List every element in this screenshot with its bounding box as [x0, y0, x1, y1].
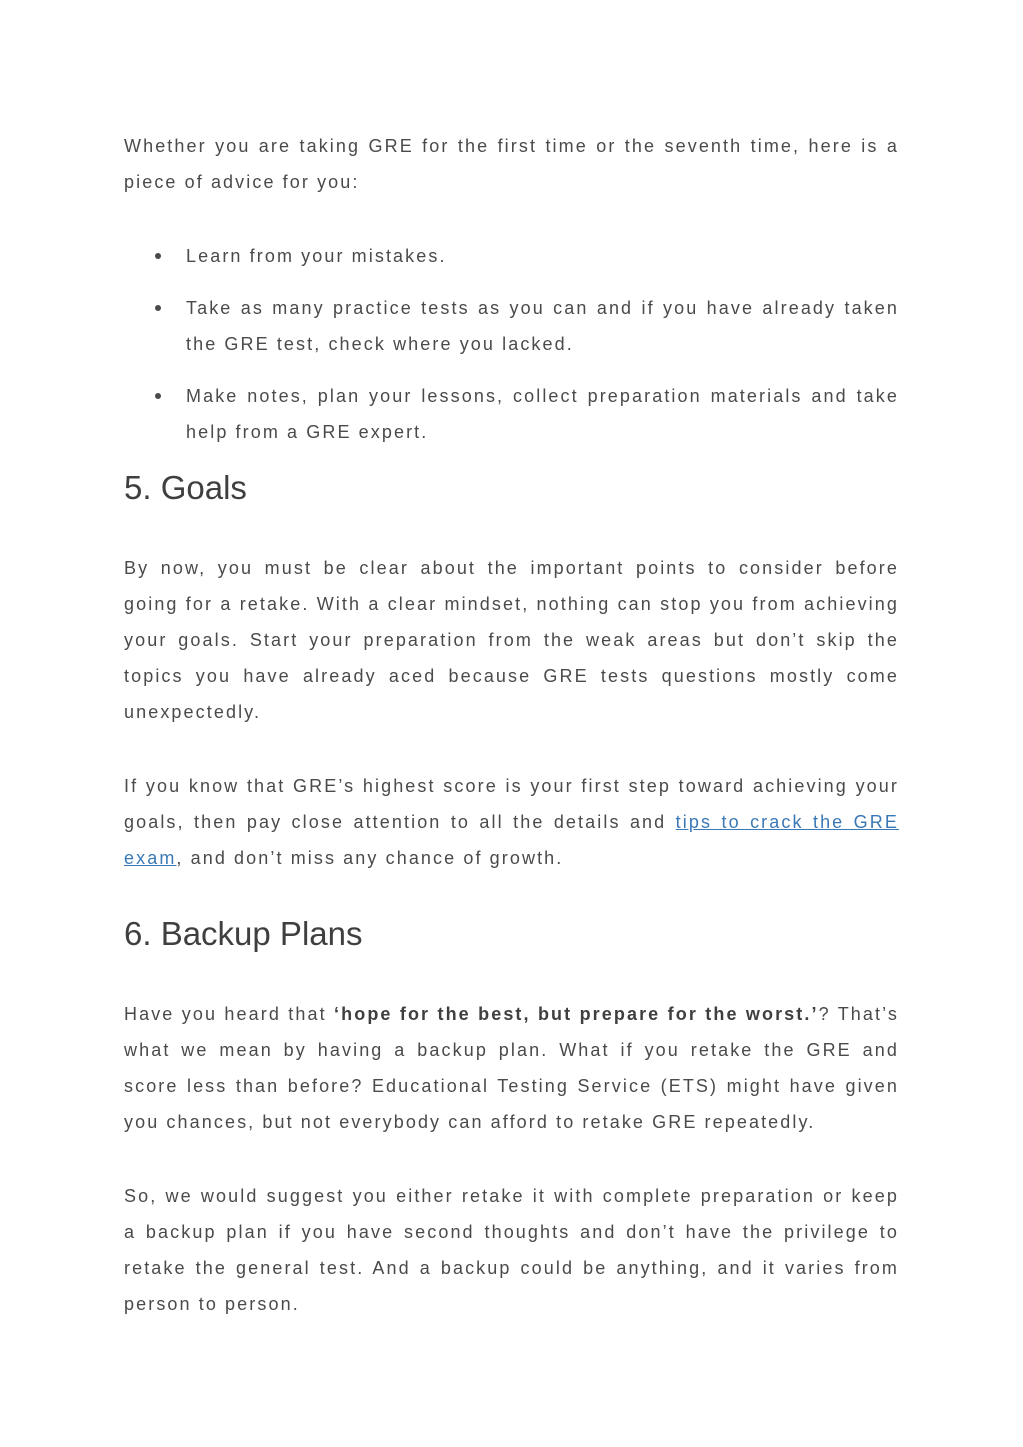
bullet-icon — [155, 393, 161, 399]
advice-list — [124, 238, 899, 450]
intro-paragraph: Whether you are taking GRE for the first time or the seventh time, here is a piece of advice for you: — [124, 136, 899, 192]
goals-paragraph-2 — [124, 768, 899, 876]
section-heading-backup-plans: 6. Backup Plans — [124, 915, 363, 952]
list-item — [124, 290, 899, 362]
tips-to-crack-gre-link[interactable]: tips to crack the GRE exam — [124, 812, 899, 868]
goals-paragraph-1: By now, you must be clear about the important points to consider before going for a retake. With a clear mindset, nothing can stop you from achieving your goals. Start your preparation from the weak areas but don’t skip the topics you have already aced because GRE tests questions mostly come unexpectedly. — [124, 558, 899, 722]
backup-paragraph-1-text-end: ? That’s what we mean by having a backup plan. What if you retake the GRE and score less than before? Educational Testing Service (ETS) might have given you chances, but not everybody can afford to retake GRE repeatedly. — [124, 1004, 899, 1132]
goals-paragraph-2-text-end: , and don’t miss any chance of growth. — [176, 848, 564, 868]
backup-paragraph-2: So, we would suggest you either retake it with complete preparation or keep a backup plan if you have second thoughts and don’t have the privilege to retake the general test. And a backup could be anything, and it varies from person to person. — [124, 1186, 899, 1314]
bullet-icon — [155, 253, 161, 259]
backup-paragraph-1 — [124, 996, 899, 1140]
list-item-text: Learn from your mistakes. — [186, 246, 447, 266]
bullet-icon — [155, 305, 161, 311]
list-item — [124, 378, 899, 450]
article-body — [124, 128, 899, 1322]
list-item-text: Make notes, plan your lessons, collect preparation materials and take help from a GRE expert. — [186, 386, 899, 442]
quote-bold-text: ‘hope for the best, but prepare for the worst.’ — [334, 1004, 819, 1024]
list-item-text: Take as many practice tests as you can and if you have already taken the GRE test, check where you lacked. — [186, 298, 899, 354]
goals-paragraph-2-text-start: If you know that GRE’s highest score is your first step toward achieving your goals, then pay close attention to all the details and — [124, 776, 899, 832]
list-item — [124, 238, 899, 274]
backup-paragraph-1-text-start: Have you heard that — [124, 1004, 335, 1024]
section-heading-goals: 5. Goals — [124, 469, 247, 506]
